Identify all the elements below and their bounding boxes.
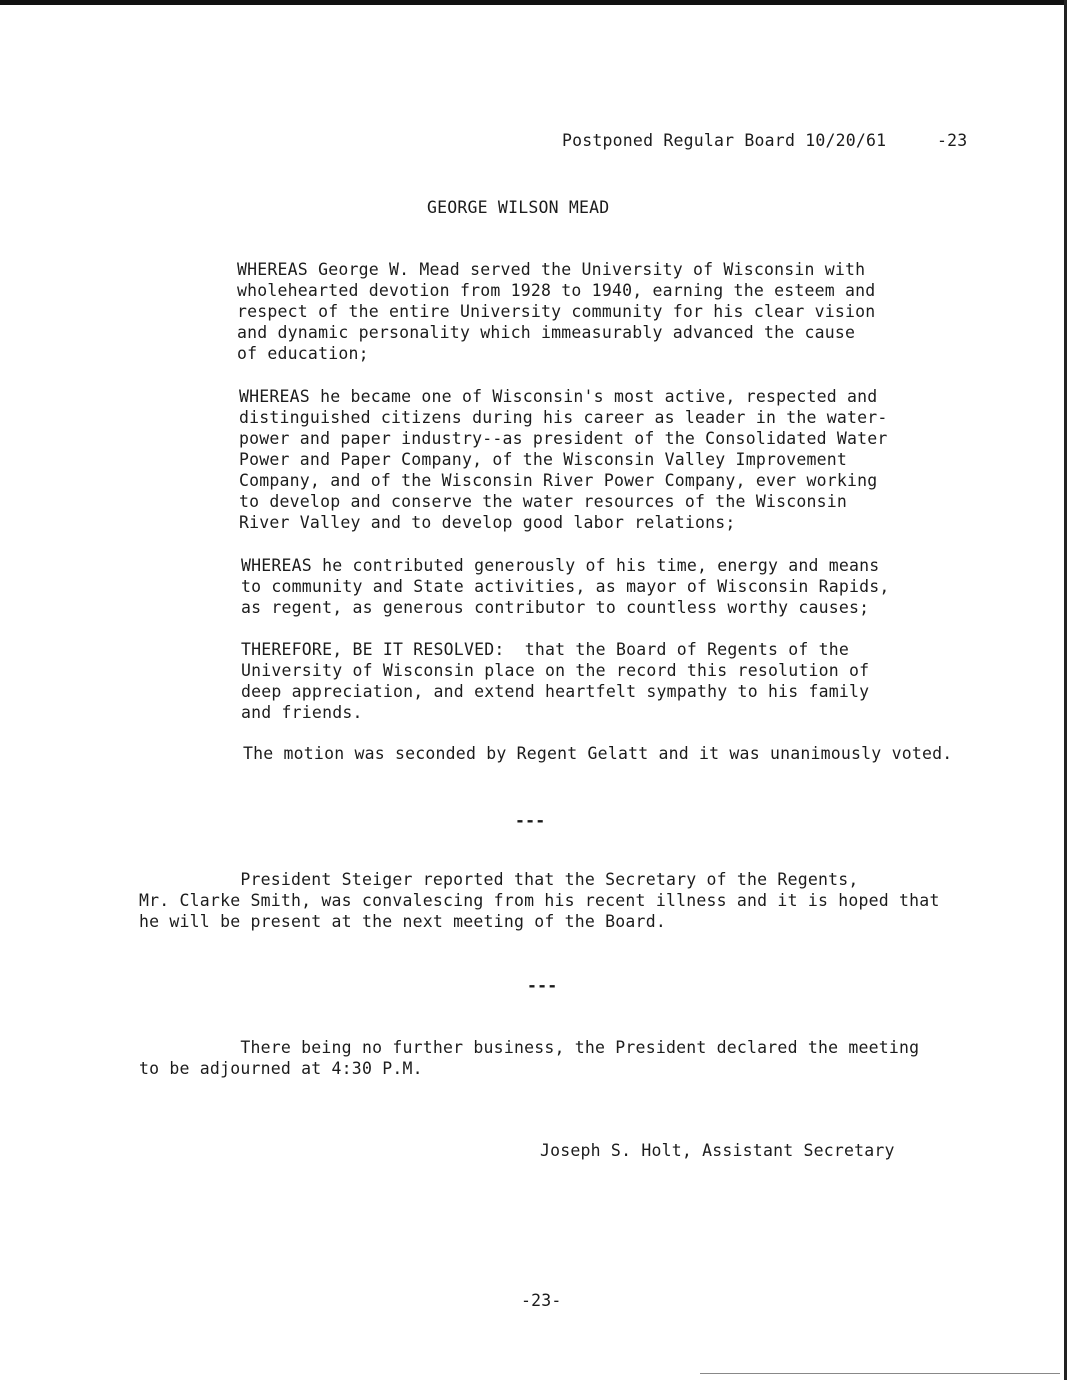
resolution-title: GEORGE WILSON MEAD — [427, 198, 610, 217]
section-separator: --- — [515, 811, 546, 830]
page-number: -23- — [521, 1291, 562, 1310]
whereas-paragraph-2: WHEREAS he became one of Wisconsin's most active, respected and distinguished citizens during his career as leader in the water- power and paper industry--as president of the Consolidated Water Power and Paper Company, of the Wisconsin Valley Improvement Company, and of the Wisconsin River Power Company, ever working to develop and conserve the water resources of the Wisconsin River Valley and to develop good labor relations; — [239, 387, 888, 532]
scan-bottom-edge — [700, 1373, 1060, 1374]
whereas-paragraph-1: WHEREAS George W. Mead served the University of Wisconsin with wholehearted devotion from 1928 to 1940, earning the esteem and respect of the entire University community for his clear vision and dynamic personality which immeasurably advanced the cause of education; — [237, 260, 876, 363]
whereas-paragraph-3: WHEREAS he contributed generously of his time, energy and means to community and State activities, as mayor of Wisconsin Rapids, as regent, as generous contributor to countless worthy causes; — [241, 556, 890, 617]
resolved-paragraph: THEREFORE, BE IT RESOLVED: that the Board of Regents of the University of Wisconsin place on the record this resolution of deep appreciation, and extend heartfelt sympathy to his family and friends. — [241, 640, 870, 722]
page-header: Postponed Regular Board 10/20/61 -23 — [562, 131, 968, 150]
signature-line: Joseph S. Holt, Assistant Secretary — [540, 1141, 895, 1160]
section-separator: --- — [527, 976, 558, 995]
motion-paragraph: The motion was seconded by Regent Gelatt and it was unanimously voted. — [243, 744, 953, 763]
scan-top-edge — [0, 0, 1067, 5]
adjournment-paragraph: There being no further business, the President declared the meeting to be adjourned at 4:30 P.M. — [139, 1038, 920, 1078]
steiger-report-paragraph: President Steiger reported that the Secretary of the Regents, Mr. Clarke Smith, was convalescing from his recent illness and it is hoped that he will be present at the next meeting of the Board. — [139, 870, 940, 931]
